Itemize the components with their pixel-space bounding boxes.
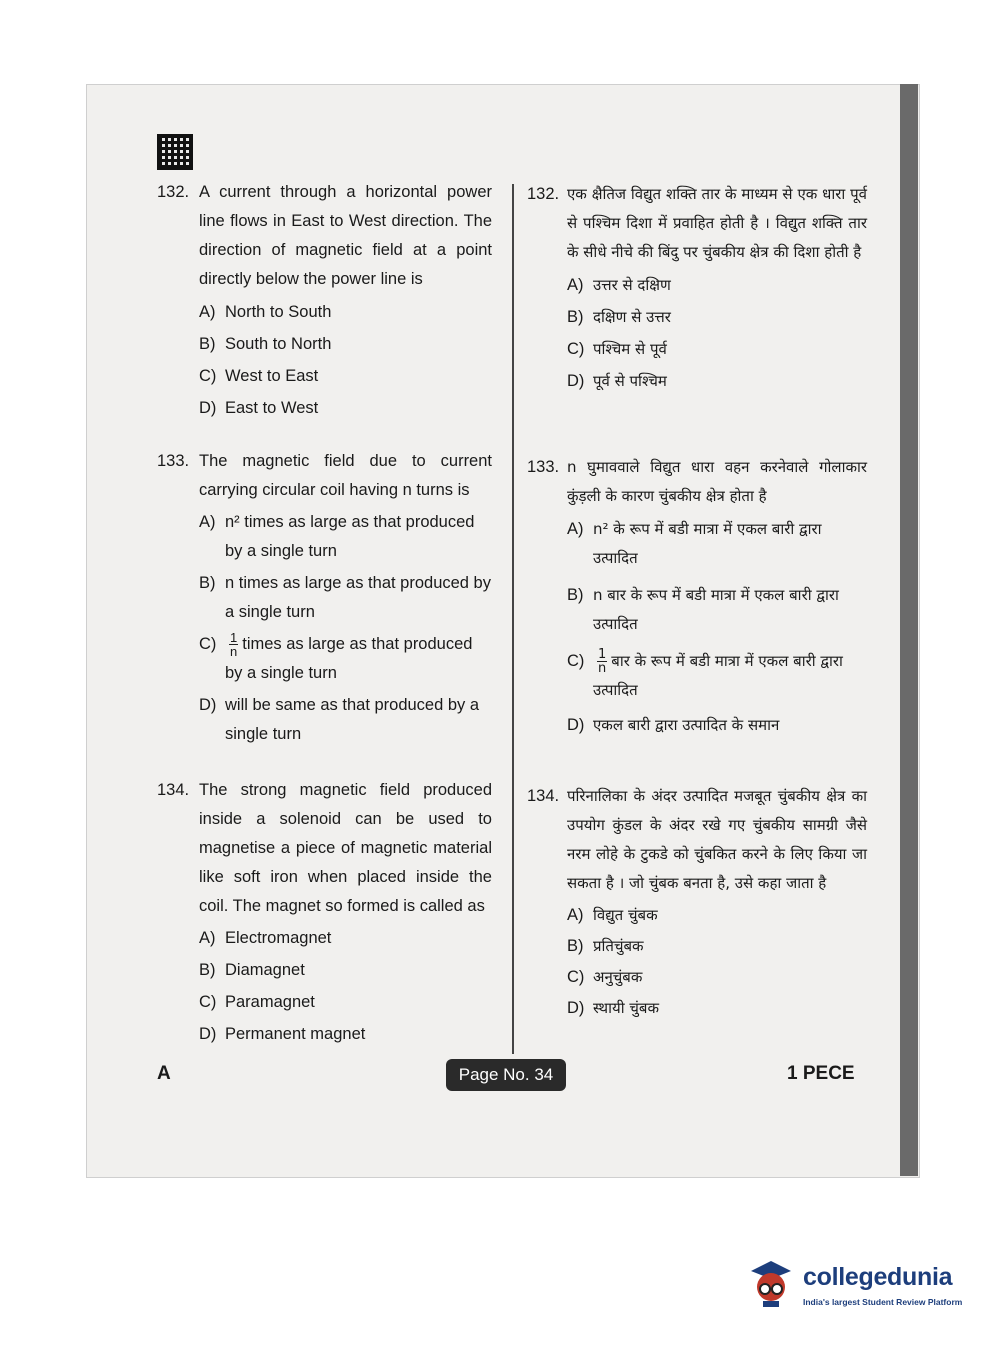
series-label: A (157, 1063, 171, 1084)
option-a: A) North to South (199, 303, 332, 321)
question-132-en (157, 178, 492, 423)
question-133-hi (527, 453, 867, 740)
option-c: C) $\frac{1}{n}$ times as large as that produced by a single turn (199, 630, 473, 682)
option-d: D) स्थायी चुंबक (567, 999, 659, 1017)
option-c: C) West to East (199, 367, 319, 385)
option-b: B) दक्षिण से उत्तर (567, 308, 671, 326)
fraction: $\frac{1}{n}$ (598, 647, 607, 676)
paper-code: 1 PECE (787, 1063, 855, 1084)
option-a: A) विद्युत चुंबक (567, 906, 658, 924)
question-133-en (157, 447, 492, 749)
page-number-badge: Page No. 34 (446, 1059, 566, 1091)
question-number: 132. (527, 185, 560, 203)
question-number: 133. (157, 452, 190, 470)
question-132-hi (527, 180, 867, 396)
option-b: B) Diamagnet (199, 961, 305, 979)
question-number: 133. (527, 458, 560, 476)
option-d: D) Permanent magnet (199, 1025, 366, 1043)
option-c: C) Paramagnet (199, 993, 315, 1011)
logo-tagline: India's largest Student Review Platform (803, 1297, 963, 1307)
option-c: C) पश्चिम से पूर्व (567, 340, 667, 358)
option-a: A) Electromagnet (199, 929, 332, 947)
option-b: B) n times as large as that produced by a single turn (199, 574, 491, 621)
collegedunia-logo[interactable] (745, 1255, 970, 1315)
mascot-icon (745, 1257, 797, 1309)
question-text: A current through a horizontal power line flows in East to West direction. The direction of magnetic field at a point directly below the power line is (199, 183, 492, 288)
question-text: The magnetic field due to current carrying circular coil having n turns is (199, 452, 492, 499)
logo-wordmark: collegedunia (803, 1263, 953, 1291)
option-d: D) will be same as that produced by a single turn (199, 696, 480, 743)
option-d: D) एकल बारी द्वारा उत्पादित के समान (567, 716, 780, 734)
column-divider (512, 184, 514, 1054)
option-d: D) East to West (199, 399, 319, 417)
option-c: C) अनुचुंबक (567, 968, 643, 986)
option-b: B) प्रतिचुंबक (567, 937, 644, 955)
option-a: A) n² times as large as that produced by a single turn (199, 513, 475, 560)
qr-code-icon (157, 134, 193, 170)
option-a: A) n² के रूप में बडी मात्रा में एकल बारी द्वारा उत्पादित (567, 520, 822, 567)
question-134-hi (527, 782, 867, 1023)
question-text: एक क्षैतिज विद्युत शक्ति तार के माध्यम से एक धारा पूर्व से पश्चिम दिशा में प्रवाहित होती है । विद्युत शक्ति तार के सीधे नीचे की बिंदु पर चुंबकीय क्षेत्र की दिशा होती है (567, 185, 867, 261)
option-b: B) n बार के रूप में बडी मात्रा में एकल बारी द्वारा उत्पादित (567, 586, 839, 633)
option-c: C) $\frac{1}{n}$ बार के रूप में बडी मात्रा में एकल बारी द्वारा उत्पादित (567, 647, 843, 699)
question-text: परिनालिका के अंदर उत्पादित मजबूत चुंबकीय क्षेत्र का उपयोग कुंडल के अंदर रखे गए चुंबकीय सामग्री जैसे नरम लोहे के टुकडे को चुंबकित करने के लिए किया जा सकता है । जो चुंबक बनता है, उसे कहा जाता है (567, 787, 867, 892)
question-134-en (157, 776, 492, 1049)
option-b: B) South to North (199, 335, 332, 353)
option-a: A) उत्तर से दक्षिण (567, 276, 671, 294)
option-d: D) पूर्व से पश्चिम (567, 372, 667, 390)
question-text: The strong magnetic field produced inside a solenoid can be used to magnetise a piece of magnetic material like soft iron when placed inside the coil. The magnet so formed is called as (199, 781, 492, 915)
fraction: $\frac{1}{n}$ (230, 630, 238, 660)
page-edge-shadow (900, 84, 918, 1176)
question-text: n घुमाववाले विद्युत धारा वहन करनेवाले गोलाकार कुंड़ली के कारण चुंबकीय क्षेत्र होता है (567, 458, 867, 505)
question-number: 134. (527, 787, 560, 805)
question-number: 132. (157, 183, 190, 201)
question-number: 134. (157, 781, 190, 799)
